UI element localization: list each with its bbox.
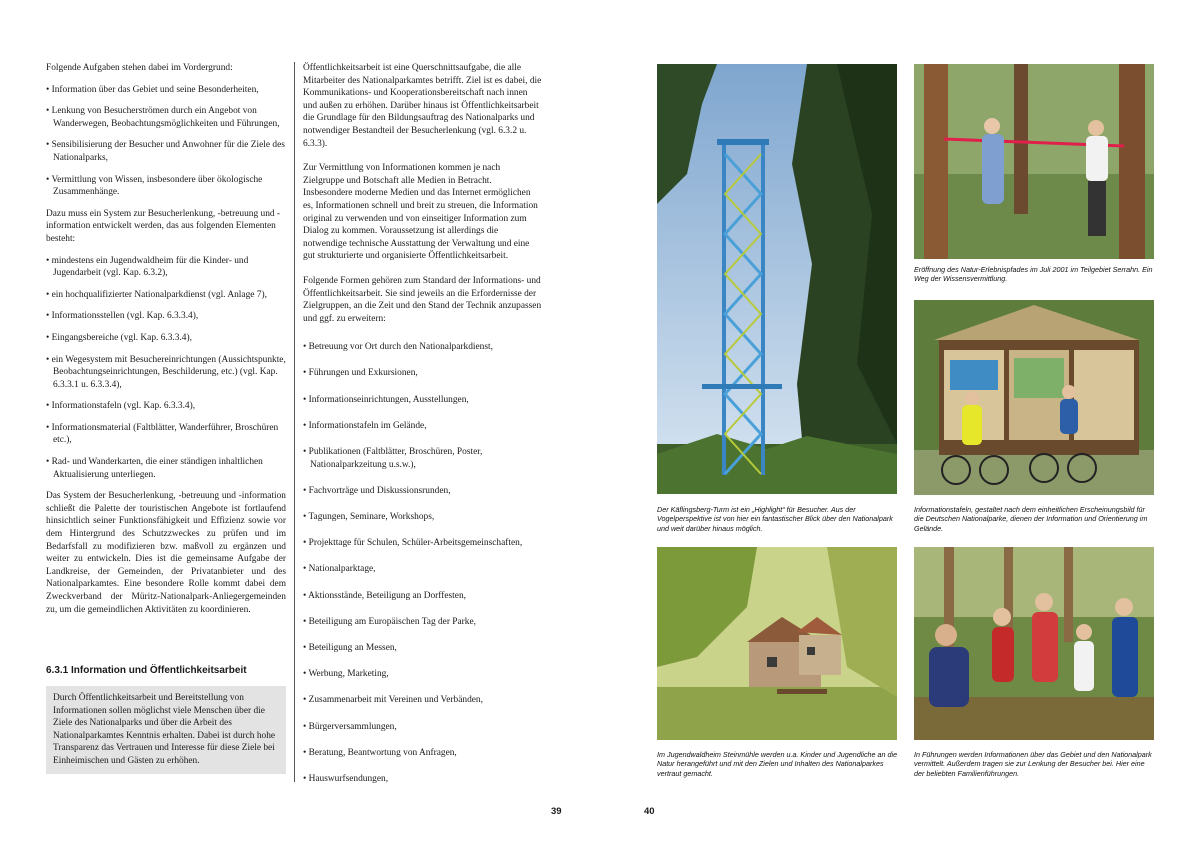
forms-list xyxy=(303,341,543,785)
mill-caption: Im Jugendwaldheim Steinmühle werden u.a. Kinder und Jugendliche an die Natur herangeführt und mit den Zielen und Inhalten des Nationalparkes vertraut gemacht. xyxy=(657,750,898,778)
element-item: • Informationsmaterial (Faltblätter, Wanderführer, Broschüren etc.), xyxy=(46,422,279,446)
paragraph-2: Zur Vermittlung von Informationen kommen je nach Zielgruppe und Botschaft alle Medien in Betracht. Insbesondere moderne Medien und das Internet ermöglichen es, Informationen schnell und breit zu streuen, die Information original zu verwenden und von einseitiger Information zum Dialog zu kommen. Voraussetzung ist allerdings die notwendige technische Ausstattung der Verwaltung und eine gut strukturierte und organisierte Öffentlichkeitsarbeit. xyxy=(303,163,538,262)
form-item: • Informationstafeln im Gelände, xyxy=(303,420,427,431)
form-item: • Zusammenarbeit mit Vereinen und Verbänden, xyxy=(303,695,483,706)
highlight-box: Durch Öffentlichkeitsarbeit und Bereitstellung von Informationen sollen möglichst viele Menschen über die Ziele des Nationalparks und über die Arbeit des Nationalparkamtes Kenntnis erhalten. Dabei ist durch hohe Transparenz das Vertrauen und Interesse für diese Ziele bei Einheimischen und Gästen zu erhöhen. xyxy=(46,686,286,774)
opening-caption: Eröffnung des Natur-Erlebnispfades im Juli 2001 im Teilgebiet Serrahn. Ein Weg der Wissensvermittlung. xyxy=(914,265,1153,284)
element-item: • ein Wegesystem mit Besuchereinrichtungen (Aussichtspunkte, Beobachtungseinrichtungen, Beschilderung, etc.) (vgl. Kap. 6.3.3.1 u. 6.3.3.4), xyxy=(46,354,286,390)
text-column-middle xyxy=(303,62,543,799)
system-paragraph: Das System der Besucherlenkung, -betreuung und -information schließt die Palette der touristischen Angebote ist fortlaufend hinsichtlich seiner Funktionsfähigkeit und Effizienz sowie vor dem Hintergrund des Schutzzweckes zu prüfen und im Bedarfsfall zu modifizieren bzw. maßvoll zu ergänzen und weiter zu entwickeln. Dies ist die gemeinsame Aufgabe der Landkreise, der Gemeinden, der Privatanbieter und des Nationalparkamtes. Eine besondere Rolle kommt dabei dem Zweckverband der Müritz-Nationalpark-Anliegergemeinden zu, um die gemeindlichen Aktivitäten zu koordinieren. xyxy=(46,491,286,615)
task-item: • Sensibilisierung der Besucher und Anwohner für die Ziele des Nationalparks, xyxy=(46,140,285,163)
form-item: • Aktionsstände, Beteiligung an Dorffesten, xyxy=(303,590,466,601)
form-item: • Publikationen (Faltblätter, Broschüren, Poster, Nationalparkzeitung u.s.w.), xyxy=(303,447,483,470)
element-item: • Eingangsbereiche (vgl. Kap. 6.3.3.4), xyxy=(46,332,192,343)
form-item: • Fachvorträge und Diskussionsrunden, xyxy=(303,485,451,496)
text-column-left xyxy=(46,62,286,625)
element-item: • mindestens ein Jugendwaldheim für die Kinder- und Jugendarbeit (vgl. Kap. 6.3.2), xyxy=(46,255,249,279)
paragraph-1: Öffentlichkeitsarbeit ist eine Querschnittsaufgabe, die alle Mitarbeiter des Nationalparkamtes betrifft. Ziel ist es dabei, die Kommunikations- und Kooperationsbereitschaft nach innen und außen zu erhöhen. Darüber hinaus ist Öffentlichkeitsarbeit die Grundlage für den Bildungsauftrag des Nationalparks und notwendiger Bestandteil der Besucherlenkung (vgl. 6.3.2 u. 6.3.3). xyxy=(303,63,542,149)
tower-caption: Der Käflingsberg-Turm ist ein „Highlight“ für Besucher. Aus der Vogelperspektive ist von hier ein fantastischer Blick über den Nationalpark und weit darüber hinaus möglich. xyxy=(657,505,893,533)
tasks-list xyxy=(46,84,286,199)
form-item: • Betreuung vor Ort durch den Nationalparkdienst, xyxy=(303,342,493,353)
page-number-left: 39 xyxy=(551,806,562,817)
opening-photo xyxy=(914,64,1154,259)
tour-caption: In Führungen werden Informationen über das Gebiet und den Nationalpark vermittelt. Außerdem tragen sie zur Lenkung der Besucher bei. Hier eine der beliebten Familienführungen. xyxy=(914,750,1152,778)
form-item: • Hauswurfsendungen, xyxy=(303,773,389,784)
paragraph-3: Folgende Formen gehören zum Standard der Informations- und Öffentlichkeitsarbeit. Sie sind jeweils an die Erfordernisse der Zielgruppen, an die Zeit und den Stand der Technik anzupassen und ggf. zu erweitern: xyxy=(303,275,542,324)
form-item: • Nationalparktage, xyxy=(303,564,376,575)
form-item: • Bürgerversammlungen, xyxy=(303,721,397,732)
tasks-intro: Folgende Aufgaben stehen dabei im Vordergrund: xyxy=(46,63,233,73)
info-board-caption: Informationstafeln, gestaltet nach dem einheitlichen Erscheinungsbild für die Deutschen Nationalparke, dienen der Information und Orientierung im Gelände. xyxy=(914,505,1148,533)
section-heading: 6.3.1 Information und Öffentlichkeitsarbeit xyxy=(46,665,247,676)
column-divider xyxy=(294,62,295,782)
task-item: • Vermittlung von Wissen, insbesondere über ökologische Zusammenhänge. xyxy=(46,174,263,198)
system-intro: Dazu muss ein System zur Besucherlenkung, -betreuung und -information entwickelt werden, das aus folgenden Elementen besteht: xyxy=(46,208,281,244)
task-item: • Lenkung von Besucherströmen durch ein Angebot von Wanderwegen, Beobachtungsmöglichkeiten und Führungen, xyxy=(46,106,280,129)
element-item: • Informationstafeln (vgl. Kap. 6.3.3.4), xyxy=(46,401,196,412)
form-item: • Werbung, Marketing, xyxy=(303,669,389,680)
form-item: • Tagungen, Seminare, Workshops, xyxy=(303,512,435,522)
form-item: • Beratung, Beantwortung von Anfragen, xyxy=(303,747,457,758)
tower-photo xyxy=(657,64,897,494)
tour-photo xyxy=(914,547,1154,740)
form-item: • Führungen und Exkursionen, xyxy=(303,368,418,379)
form-item: • Beteiligung am Europäischen Tag der Parke, xyxy=(303,616,476,627)
form-item: • Informationseinrichtungen, Ausstellungen, xyxy=(303,394,469,405)
elements-list xyxy=(46,255,286,482)
element-item: • ein hochqualifizierter Nationalparkdienst (vgl. Anlage 7), xyxy=(46,289,267,300)
page-number-right: 40 xyxy=(644,806,655,817)
task-item: • Information über das Gebiet und seine Besonderheiten, xyxy=(46,84,259,95)
mill-photo xyxy=(657,547,897,740)
info-board-photo xyxy=(914,300,1154,495)
element-item: • Informationsstellen (vgl. Kap. 6.3.3.4), xyxy=(46,311,199,322)
element-item: • Rad- und Wanderkarten, die einer ständigen inhaltlichen Aktualisierung unterliegen. xyxy=(46,457,263,480)
form-item: • Beteiligung an Messen, xyxy=(303,642,397,653)
form-item: • Projekttage für Schulen, Schüler-Arbeitsgemeinschaften, xyxy=(303,538,523,549)
